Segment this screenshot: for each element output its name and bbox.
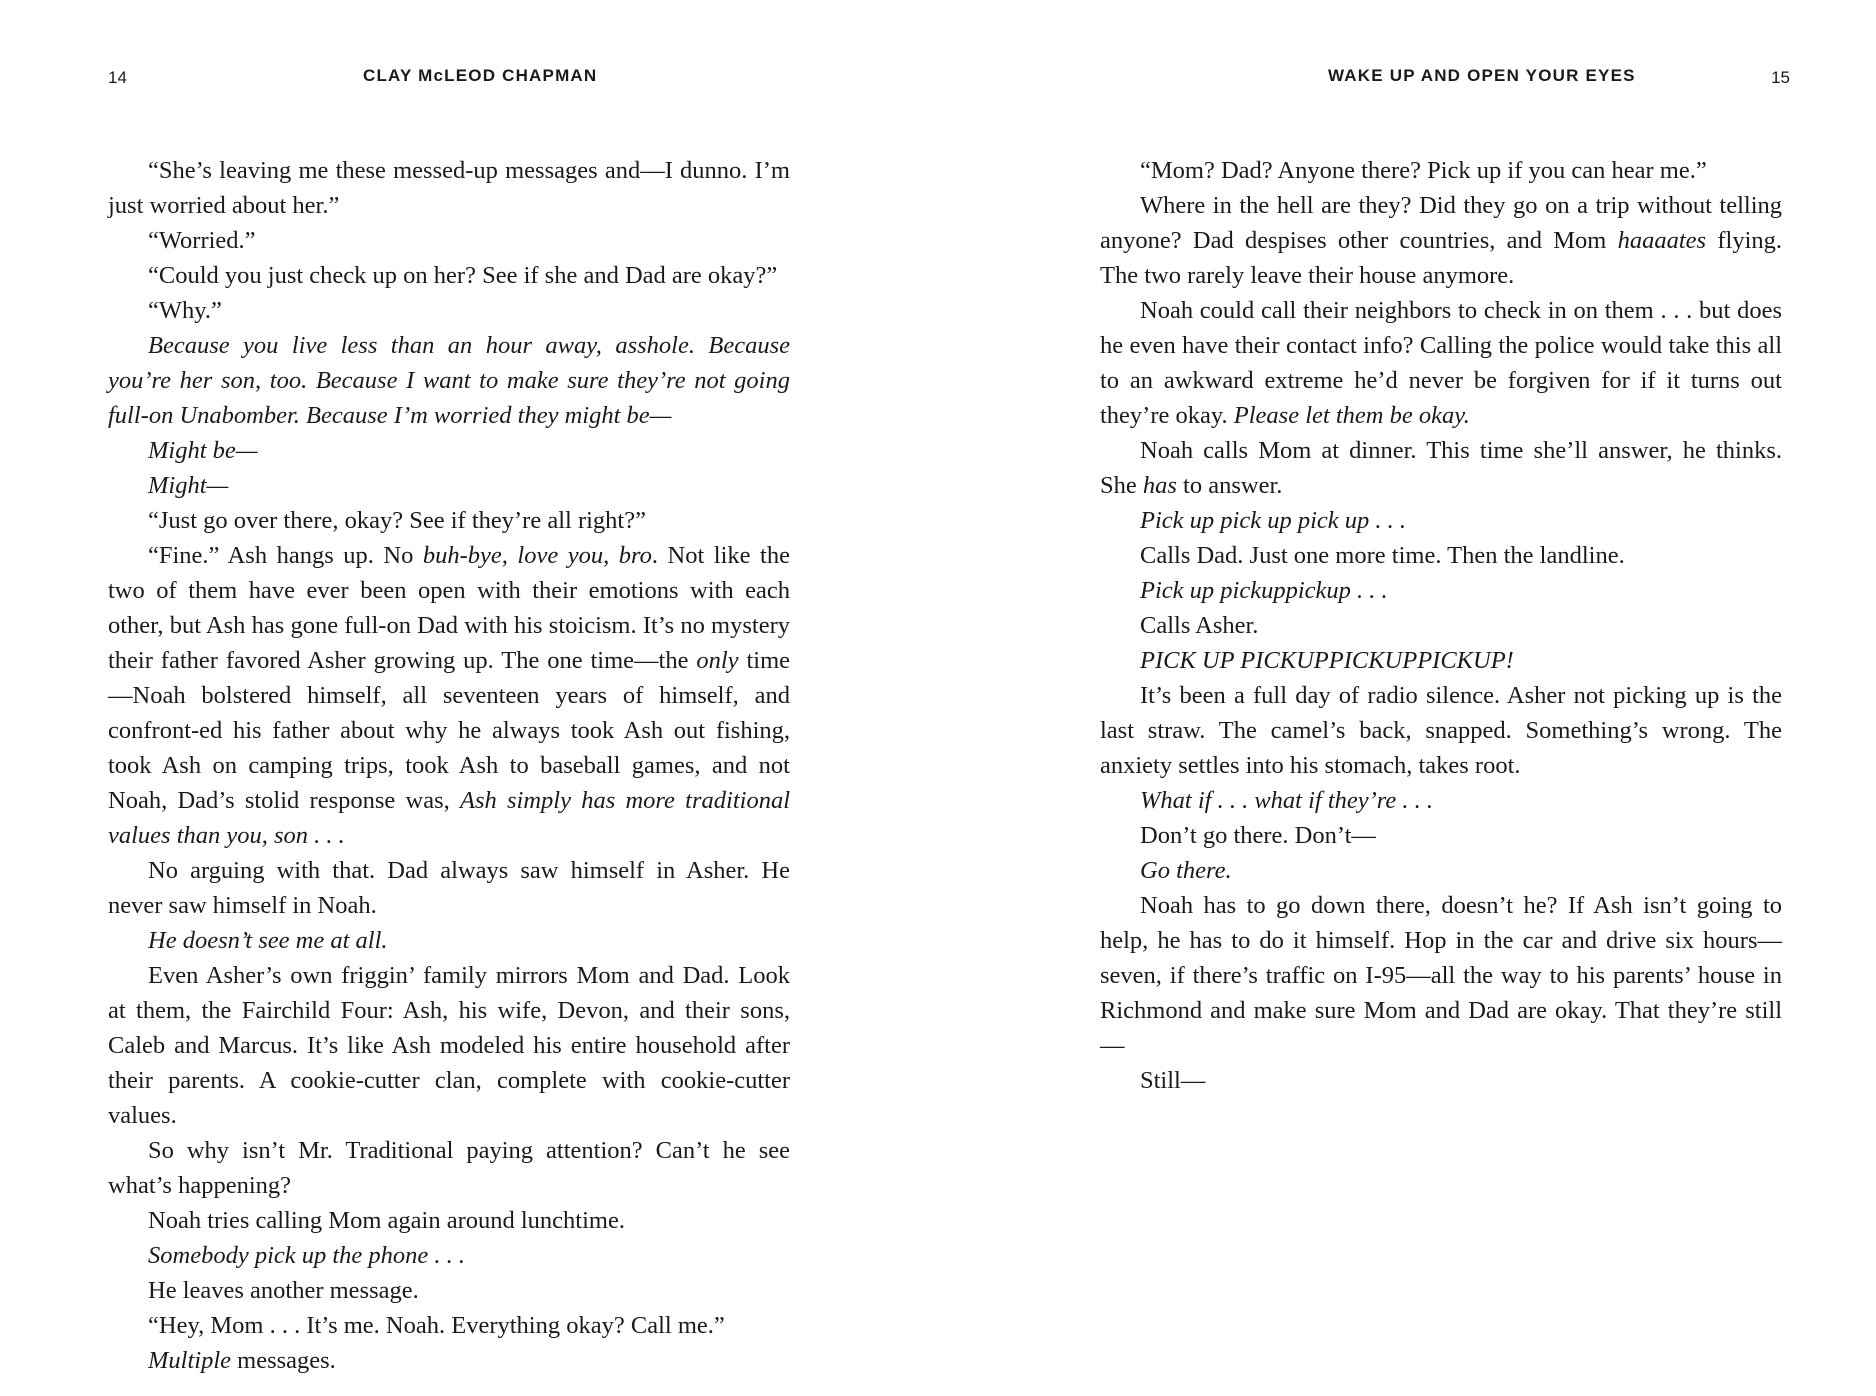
paragraph: [1100, 188, 1782, 293]
italic-text: Somebody pick up the phone . . .: [148, 1242, 466, 1269]
text-run: “Could you just check up on her? See if she and Dad are okay?”: [148, 262, 778, 289]
text-run: Noah calls Mom at dinner. This time she’ll answer, he thinks. She: [1100, 437, 1782, 499]
italic-text: has: [1142, 472, 1177, 499]
text-run: No arguing with that. Dad always saw himself in Asher. He never saw himself in Noah.: [108, 857, 790, 919]
paragraph: [108, 1133, 790, 1203]
text-run: “Hey, Mom . . . It’s me. Noah. Everything okay? Call me.”: [148, 1312, 725, 1339]
italic-text: Multiple: [148, 1347, 232, 1374]
text-run: flying. The two rarely leave their house anymore.: [1100, 227, 1782, 289]
paragraph: [108, 958, 790, 1133]
paragraph: [1100, 538, 1782, 573]
right-running-head: [1100, 66, 1790, 90]
text-run: Noah has to go down there, doesn’t he? If Ash isn’t going to help, he has to do it himself. Hop in the car and drive six hours—seven, if there’s traffic on I-95—all the way to his parents’ house in Richmond and make sure Mom and Dad are okay. That they’re still—: [1100, 892, 1782, 1059]
italic-text: Ash simply has more traditional values than you, son . . .: [108, 787, 790, 849]
text-run: Noah tries calling Mom again around lunchtime.: [148, 1207, 625, 1234]
paragraph: [108, 503, 790, 538]
right-running-title: WAKE UP AND OPEN YOUR EYES: [1328, 66, 1636, 85]
text-run: Calls Asher.: [1140, 612, 1259, 639]
text-run: Don’t go there. Don’t—: [1140, 822, 1376, 849]
right-page-number: 15: [1771, 68, 1790, 87]
paragraph: [108, 468, 790, 503]
text-run: Still—: [1140, 1067, 1206, 1094]
left-page-number: 14: [108, 68, 127, 87]
paragraph: [1100, 433, 1782, 503]
paragraph: [1100, 678, 1782, 783]
right-page: [1100, 0, 1790, 1396]
text-run: “She’s leaving me these messed-up messages and—I dunno. I’m just worried about her.”: [108, 157, 790, 219]
italic-text: What if . . . what if they’re . . .: [1140, 787, 1434, 814]
italic-text: Pick up pick up pick up . . .: [1140, 507, 1407, 534]
text-run: Calls Dad. Just one more time. Then the landline.: [1140, 542, 1625, 569]
left-page: [108, 0, 798, 1396]
italic-text: Please let them be okay.: [1233, 402, 1470, 429]
text-run: Even Asher’s own friggin’ family mirrors Mom and Dad. Look at them, the Fairchild Four: Ash, his wife, Devon, and their sons, Caleb and Marcus. It’s like Ash modeled his entire household after their parents. A cookie-cutter clan, complete with cookie-cutter values.: [108, 962, 790, 1129]
text-run: “Mom? Dad? Anyone there? Pick up if you can hear me.”: [1140, 157, 1707, 184]
paragraph: [108, 223, 790, 258]
paragraph: [1100, 503, 1782, 538]
paragraph: [1100, 853, 1782, 888]
paragraph: [108, 1273, 790, 1308]
text-run: Where in the hell are they? Did they go on a trip without telling anyone? Dad despises other countries, and Mom: [1100, 192, 1782, 254]
paragraph: [1100, 888, 1782, 1063]
text-run: Noah could call their neighbors to check in on them . . . but does he even have their contact info? Calling the police would take this all to an awkward extreme he’d never be forgiven for if it turns out they’re okay.: [1100, 297, 1782, 429]
paragraph: [1100, 608, 1782, 643]
paragraph: [108, 923, 790, 958]
text-run: “Fine.” Ash hangs up. No: [148, 542, 423, 569]
text-run: time—Noah bolstered himself, all seventeen years of himself, and confront-ed his father about why he always took Ash out fishing, took Ash on camping trips, took Ash to baseball games, and not Noah, Dad’s stolid response was,: [108, 647, 791, 814]
paragraph: [108, 853, 790, 923]
text-run: “Just go over there, okay? See if they’re all right?”: [148, 507, 646, 534]
text-run: “Worried.”: [148, 227, 256, 254]
paragraph: [108, 1203, 790, 1238]
right-page-text: [1100, 153, 1782, 1098]
paragraph: [1100, 643, 1782, 678]
paragraph: [108, 293, 790, 328]
text-run: It’s been a full day of radio silence. Asher not picking up is the last straw. The camel’s back, snapped. Something’s wrong. The anxiety settles into his stomach, takes root.: [1100, 682, 1782, 779]
italic-text: haaaates: [1617, 227, 1707, 254]
paragraph: [1100, 818, 1782, 853]
paragraph: [108, 1238, 790, 1273]
italic-text: Go there.: [1140, 857, 1232, 884]
text-run: messages.: [231, 1347, 336, 1374]
paragraph: [1100, 1063, 1782, 1098]
paragraph: [108, 538, 790, 853]
italic-text: only: [696, 647, 739, 674]
paragraph: [108, 433, 790, 468]
italic-text: Because you live less than an hour away, asshole. Because you’re her son, too. Because I want to make sure they’re not going full-on Unabomber. Because I’m worried they might be—: [108, 332, 790, 429]
left-page-text: [108, 153, 790, 1378]
paragraph: [1100, 573, 1782, 608]
paragraph: [108, 258, 790, 293]
left-running-head: [108, 66, 798, 90]
text-run: to answer.: [1176, 472, 1283, 499]
paragraph: [1100, 293, 1782, 433]
paragraph: [1100, 783, 1782, 818]
paragraph: [108, 153, 790, 223]
italic-text: buh-bye, love you, bro: [422, 542, 652, 569]
text-run: So why isn’t Mr. Traditional paying attention? Can’t he see what’s happening?: [108, 1137, 790, 1199]
italic-text: He doesn’t see me at all.: [148, 927, 388, 954]
left-running-title: CLAY McLEOD CHAPMAN: [363, 66, 598, 85]
paragraph: [108, 1308, 790, 1343]
italic-text: Pick up pickuppickup . . .: [1140, 577, 1388, 604]
paragraph: [108, 1343, 790, 1378]
paragraph: [1100, 153, 1782, 188]
text-run: . Not like the two of them have ever been open with their emotions with each other, but Ash has gone full-on Dad with his stoicism. It’s no mystery their father favored Asher growing up. The one time—the: [108, 542, 790, 674]
text-run: He leaves another message.: [148, 1277, 419, 1304]
text-run: “Why.”: [148, 297, 222, 324]
italic-text: PICK UP PICKUPPICKUPPICKUP!: [1140, 647, 1514, 674]
italic-text: Might be—: [148, 437, 258, 464]
paragraph: [108, 328, 790, 433]
italic-text: Might—: [148, 472, 229, 499]
